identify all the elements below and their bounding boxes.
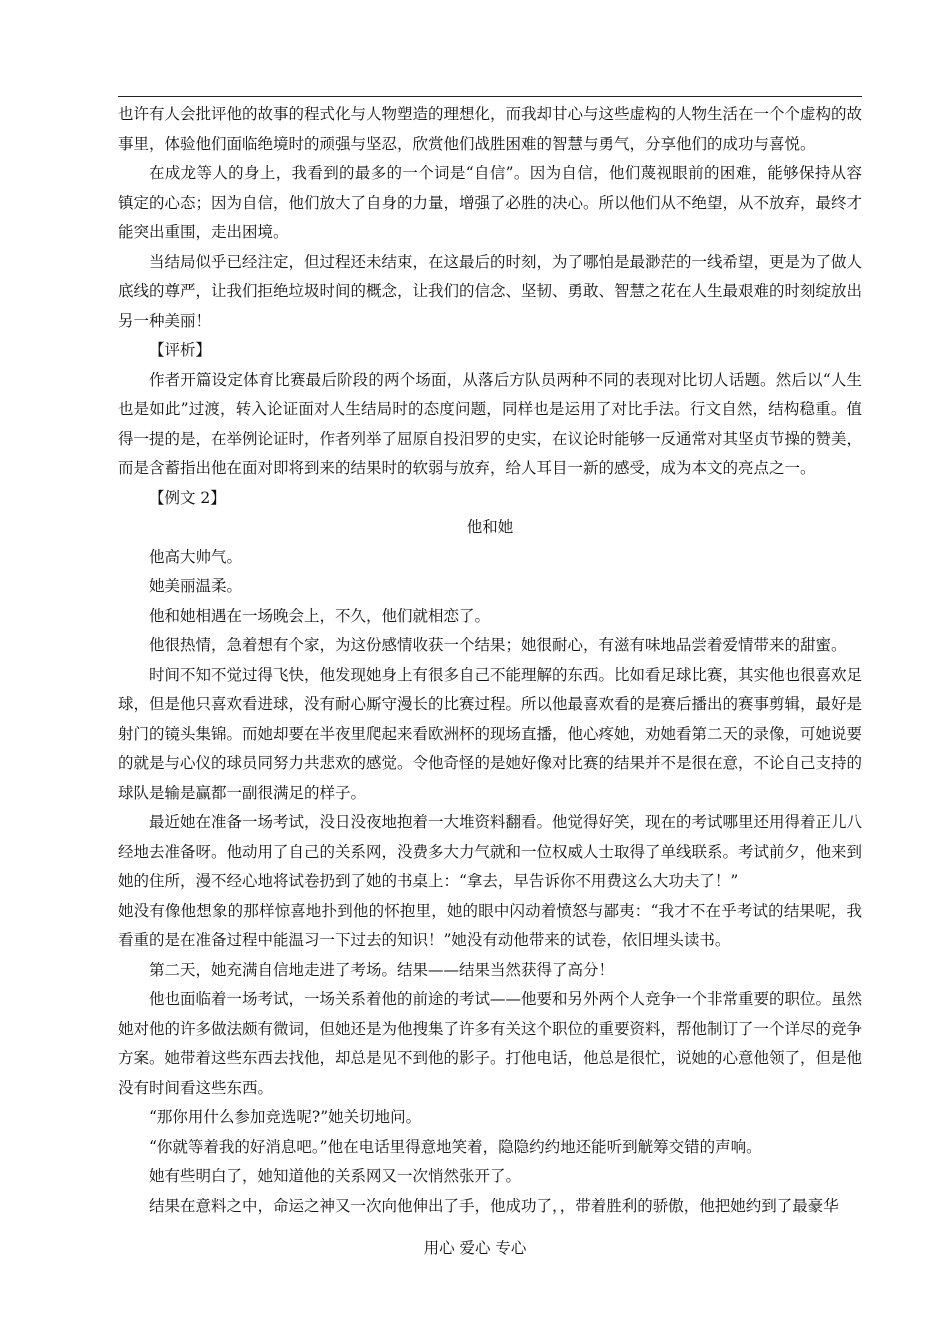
section-heading: 【评析】 xyxy=(149,341,212,359)
paragraph: “你就等着我的好消息吧。”他在电话里得意地笑着，隐隐约约地还能听到觥筹交错的声响。 xyxy=(149,1137,762,1156)
essay-title: 他和她 xyxy=(466,518,514,536)
paragraph: 结果在意料之中，命运之神又一次向他伸出了手，他成功了，，带着胜利的骄傲，他把她约到了最豪华 xyxy=(149,1196,839,1215)
paragraph: 最近她在准备一场考试，没日没夜地抱着一大堆资料翻看。他觉得好笑，现在的考试哪里还用得着正儿八经地去准备呀。他动用了自己的关系网，没费多大力气就和一位权威人士取得了单线联系。考试前夕，他来到她的住所，漫不经心地将试卷扔到了她的书桌上：“拿去，早告诉你不用费这么大功夫了！” xyxy=(118,813,863,890)
paragraph: 他很热情，急着想有个家，为这份感情收获一个结果；她很耐心，有滋有味地品尝着爱情带来的甜蜜。 xyxy=(149,636,847,654)
section-heading: 【例文 2】 xyxy=(149,488,226,507)
paragraph: 第二天，她充满自信地走进了考场。结果——结果当然获得了高分！ xyxy=(149,960,615,979)
header-rule xyxy=(118,96,862,97)
paragraph: 他高大帅气。 xyxy=(149,547,243,566)
paragraph: 她没有像他想象的那样惊喜地扑到他的怀抱里，她的眼中闪动着愤怒与鄙夷：“我才不在乎考试的结果呢，我看重的是在准备过程中能温习一下过去的知识！”她没有动他带来的试卷，依旧埋头读书。 xyxy=(118,901,862,949)
paragraph: 也许有人会批评他的故事的程式化与人物塑造的理想化，而我却甘心与这些虚构的人物生活在一个个虚构的故事里，体验他们面临绝境时的顽强与坚忍，欣赏他们战胜困难的智慧与勇气，分享他们的成功与喜悦。 xyxy=(118,105,863,153)
page-footer: 用心 爱心 专心 xyxy=(423,1239,527,1257)
paragraph: 作者开篇设定体育比赛最后阶段的两个场面，从落后方队员两种不同的表现对比切人话题。然后以“人生也是如此”过渡，转入论证面对人生结局时的态度问题，同样也是运用了对比手法。行文自然，结构稳重。值得一提的是，在举例论证时，作者列举了屈原自投汨罗的史实，在议论时能够一反通常对其坚贞节操的赞美，而是含蓄指出他在面对即将到来的结果时的软弱与放弃，给人耳目一新的感受，成为本文的亮点之一。 xyxy=(118,370,863,477)
paragraph: “那你用什么参加竞选呢?”她关切地问。 xyxy=(149,1108,422,1126)
paragraph: 她有些明白了，她知道他的关系网又一次悄然张开了。 xyxy=(149,1167,522,1185)
paragraph: 他和她相遇在一场晚会上，不久，他们就相恋了。 xyxy=(149,606,491,625)
paragraph: 他也面临着一场考试，一场关系着他的前途的考试——他要和另外两个人竞争一个非常重要的职位。虽然她对他的许多做法颇有微词，但她还是为他搜集了许多有关这个职位的重要资料，帮他制订了一个详尽的竞争方案。她带着这些东西去找他，却总是见不到他的影子。打他电话，他总是很忙，说她的心意他领了，但是他没有时间看这些东西。 xyxy=(118,990,863,1097)
paragraph: 当结局似乎已经注定，但过程还未结束，在这最后的时刻，为了哪怕是最渺茫的一线希望，更是为了做人底线的尊严，让我们拒绝垃圾时间的概念，让我们的信念、坚韧、勇敢、智慧之花在人生最艰难的时刻绽放出另一种美丽！ xyxy=(118,252,863,330)
document-body xyxy=(118,100,862,1221)
paragraph: 她美丽温柔。 xyxy=(149,577,243,595)
paragraph: 时间不知不觉过得飞快，他发现她身上有很多自己不能理解的东西。比如看足球比赛，其实他也很喜欢足球，但是他只喜欢看进球，没有耐心厮守漫长的比赛过程。所以他最喜欢看的是赛后播出的赛事剪辑，最好是射门的镜头集锦。而她却要在半夜里爬起来看欧洲杯的现场直播，他心疼她，劝她看第二天的录像，可她说要的就是与心仪的球员同努力共悲欢的感觉。令他奇怪的是她好像对比赛的结果并不是很在意，不论自己支持的球队是输是赢都一副很满足的样子。 xyxy=(118,665,863,802)
paragraph: 在成龙等人的身上，我看到的最多的一个词是“自信”。因为自信，他们蔑视眼前的困难，能够保持从容镇定的心态；因为自信，他们放大了自身的力量，增强了必胜的决心。所以他们从不绝望，从不放弃，最终才能突出重围，走出困境。 xyxy=(118,164,863,241)
